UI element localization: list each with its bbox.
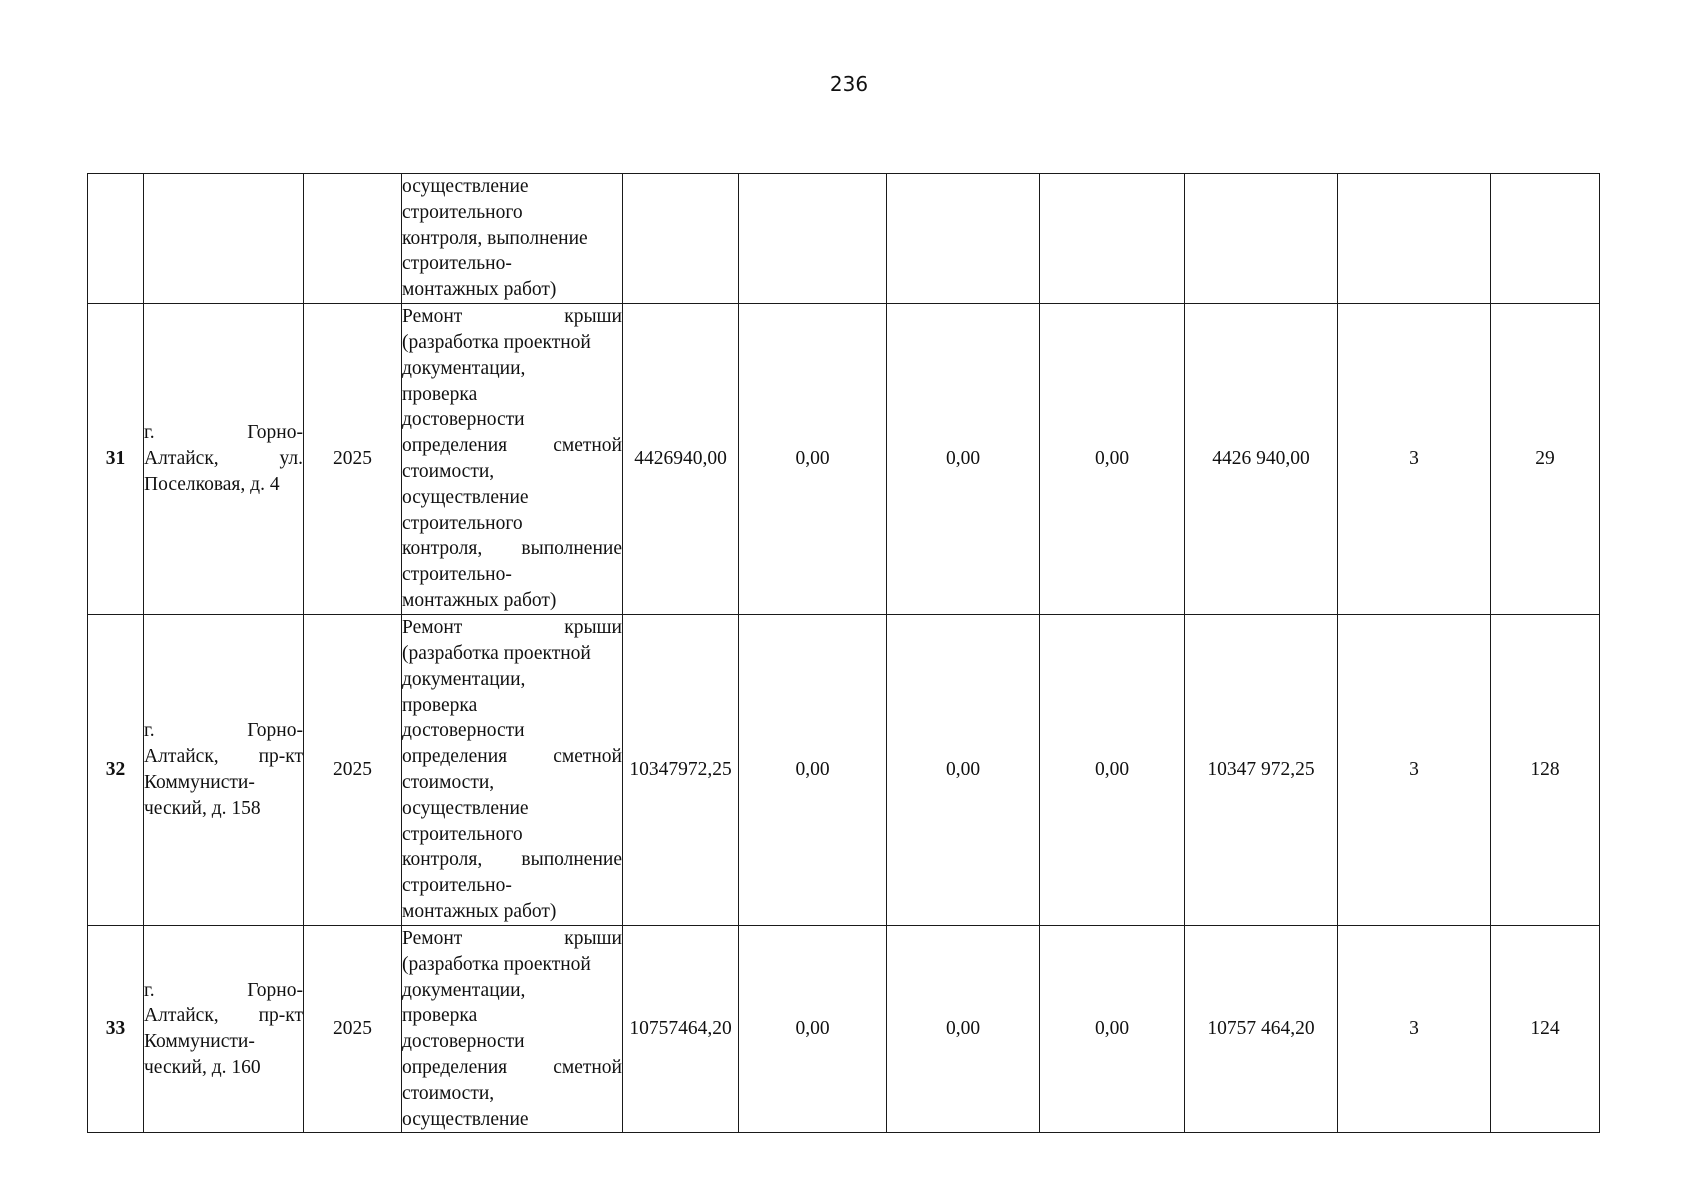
description-line-word: документации, — [402, 357, 526, 379]
address-line-word: г. — [144, 422, 155, 444]
cell-address — [144, 174, 304, 304]
address-line-word: Алтайск, — [144, 1005, 219, 1027]
description-line-word: проверка — [402, 1005, 478, 1027]
page-number: 236 — [829, 72, 869, 96]
address-line-word: ческий, д. 160 — [144, 1056, 261, 1078]
description-line-word: (разработка проектной — [402, 332, 591, 354]
cell-col11: 29 — [1491, 304, 1600, 615]
address-line-word: Горно- — [247, 422, 303, 444]
description-line — [402, 693, 622, 719]
description-line-word: строительного — [402, 823, 523, 845]
description-line — [402, 847, 622, 873]
description-line-word: контроля, — [402, 538, 483, 560]
description-line — [402, 615, 622, 641]
cell-work-description — [402, 926, 623, 1133]
address-line — [144, 1029, 303, 1055]
address-line — [144, 796, 303, 822]
address-line-word: Поселковая, д. 4 — [144, 473, 280, 495]
cell-num: 31 — [88, 304, 144, 615]
description-line: строительного — [402, 201, 523, 223]
address-line-word: г. — [144, 979, 155, 1001]
address-line-word: Коммунисти- — [144, 1031, 255, 1053]
cell-col11 — [1491, 174, 1600, 304]
cell-col10: 3 — [1338, 304, 1491, 615]
description-line-word: Ремонт — [402, 928, 463, 949]
description-line-word: осуществление — [402, 797, 529, 819]
description-line — [402, 356, 622, 382]
address-line-word: Алтайск, — [144, 746, 219, 768]
description-line-word: определения — [402, 435, 508, 457]
description-line — [402, 485, 622, 511]
cell-year: 2025 — [304, 304, 402, 615]
table-body — [88, 174, 1600, 1133]
description-line: монтажных работ) — [402, 279, 557, 301]
address-line — [144, 978, 303, 1004]
cell-total: 10347 972,25 — [1185, 615, 1338, 926]
description-line-word: (разработка проектной — [402, 643, 591, 665]
description-line — [402, 873, 622, 899]
description-line — [402, 1003, 622, 1029]
description-line-word: крыши — [564, 928, 622, 949]
description-line: строительно- — [402, 253, 512, 275]
description-line-word: определения — [402, 746, 508, 768]
cell-col8 — [1040, 174, 1185, 304]
description-line-word: крыши — [564, 617, 622, 639]
description-line — [402, 433, 622, 459]
description-line-word: строительно- — [402, 875, 512, 897]
address-line-word: пр-кт — [258, 746, 303, 768]
description-line-word: Ремонт — [402, 617, 463, 639]
cell-year: 2025 — [304, 926, 402, 1133]
description-line-word: документации, — [402, 668, 526, 690]
cell-col10 — [1338, 174, 1491, 304]
description-line-word: Ремонт — [402, 306, 463, 328]
cell-work-description — [402, 615, 623, 926]
cell-col7: 0,00 — [887, 926, 1040, 1133]
cell-address — [144, 615, 304, 926]
description-line-word: достоверности — [402, 1031, 525, 1053]
cell-col8: 0,00 — [1040, 304, 1185, 615]
description-line: осуществление — [402, 176, 529, 197]
address-line-word: пр-кт — [258, 1005, 303, 1027]
table-row-continuation — [88, 174, 1600, 304]
address-line — [144, 1003, 303, 1029]
table-row — [88, 615, 1600, 926]
description-line-word: определения — [402, 1056, 508, 1078]
cell-col7: 0,00 — [887, 615, 1040, 926]
cell-work-description — [402, 304, 623, 615]
description-line — [402, 1029, 622, 1055]
cell-col6: 0,00 — [739, 615, 887, 926]
cell-col11: 124 — [1491, 926, 1600, 1133]
address-line-word: Горно- — [247, 720, 303, 742]
description-line — [402, 511, 622, 537]
description-line-word: сметной — [553, 435, 622, 457]
description-line — [402, 382, 622, 408]
cell-year — [304, 174, 402, 304]
cell-total — [1185, 174, 1338, 304]
description-line-word: осуществление — [402, 1108, 529, 1130]
description-line: контроля, выполнение — [402, 227, 588, 249]
cell-cost — [623, 174, 739, 304]
description-line-word: достоверности — [402, 409, 525, 431]
address-line-word: Коммунисти- — [144, 772, 255, 793]
description-line — [402, 304, 622, 330]
description-line-word: выполнение — [521, 849, 622, 871]
description-line-word: выполнение — [521, 538, 622, 560]
cell-col6: 0,00 — [739, 304, 887, 615]
description-line-word: (разработка проектной — [402, 953, 591, 975]
address-line-word: Горно- — [247, 979, 303, 1001]
description-line — [402, 330, 622, 356]
description-line-word: документации, — [402, 979, 526, 1001]
description-line — [402, 407, 622, 433]
description-line-word: достоверности — [402, 720, 525, 742]
description-line-word: стоимости, — [402, 1082, 495, 1104]
cell-col10: 3 — [1338, 615, 1491, 926]
description-line — [402, 926, 622, 952]
description-line — [402, 899, 622, 925]
description-line-word: стоимости, — [402, 461, 495, 482]
description-line-word: стоимости, — [402, 772, 495, 793]
cell-total: 4426 940,00 — [1185, 304, 1338, 615]
description-line — [402, 744, 622, 770]
description-line — [402, 667, 622, 693]
description-line — [402, 952, 622, 978]
cell-col6 — [739, 174, 887, 304]
description-line — [402, 1055, 622, 1081]
description-line-word: проверка — [402, 383, 478, 405]
description-line — [402, 562, 622, 588]
address-line — [144, 744, 303, 770]
description-line — [402, 796, 622, 822]
description-line-word: проверка — [402, 694, 478, 716]
description-line-word: монтажных работ) — [402, 589, 557, 611]
cell-year: 2025 — [304, 615, 402, 926]
description-line-word: монтажных работ) — [402, 900, 557, 922]
description-line — [402, 588, 622, 614]
address-line — [144, 1055, 303, 1081]
description-line-word: строительно- — [402, 564, 512, 586]
cell-col10: 3 — [1338, 926, 1491, 1133]
address-line-word: Алтайск, — [144, 448, 219, 470]
table-row — [88, 304, 1600, 615]
cell-num: 32 — [88, 615, 144, 926]
description-line-word: строительного — [402, 512, 523, 534]
address-line — [144, 420, 303, 446]
address-line-word: ческий, д. 158 — [144, 797, 261, 819]
table-row — [88, 926, 1600, 1133]
description-line — [402, 822, 622, 848]
cell-col11: 128 — [1491, 615, 1600, 926]
address-line-word: ул. — [279, 448, 303, 470]
cell-col8: 0,00 — [1040, 615, 1185, 926]
cell-cost: 10347972,25 — [623, 615, 739, 926]
address-line — [144, 472, 303, 498]
description-line-word: контроля, — [402, 849, 483, 871]
description-line — [402, 641, 622, 667]
cell-num: 33 — [88, 926, 144, 1133]
capital-repair-table — [87, 173, 1600, 1133]
description-line — [402, 459, 622, 485]
description-line — [402, 1107, 622, 1133]
cell-col7 — [887, 174, 1040, 304]
cell-col8: 0,00 — [1040, 926, 1185, 1133]
description-line-word: крыши — [564, 306, 622, 328]
address-line — [144, 770, 303, 796]
cell-cost: 10757464,20 — [623, 926, 739, 1133]
description-line-word: сметной — [553, 1056, 622, 1078]
cell-address — [144, 304, 304, 615]
cell-col6: 0,00 — [739, 926, 887, 1133]
description-line — [402, 536, 622, 562]
description-line-word: осуществление — [402, 486, 529, 508]
address-line — [144, 446, 303, 472]
cell-cost: 4426940,00 — [623, 304, 739, 615]
cell-num — [88, 174, 144, 304]
description-line — [402, 1081, 622, 1107]
address-line-word: г. — [144, 720, 155, 742]
cell-total: 10757 464,20 — [1185, 926, 1338, 1133]
description-line — [402, 978, 622, 1004]
description-line — [402, 718, 622, 744]
description-line — [402, 770, 622, 796]
cell-col7: 0,00 — [887, 304, 1040, 615]
address-line — [144, 718, 303, 744]
description-line-word: сметной — [553, 746, 622, 768]
cell-work-description — [402, 174, 623, 304]
cell-address — [144, 926, 304, 1133]
